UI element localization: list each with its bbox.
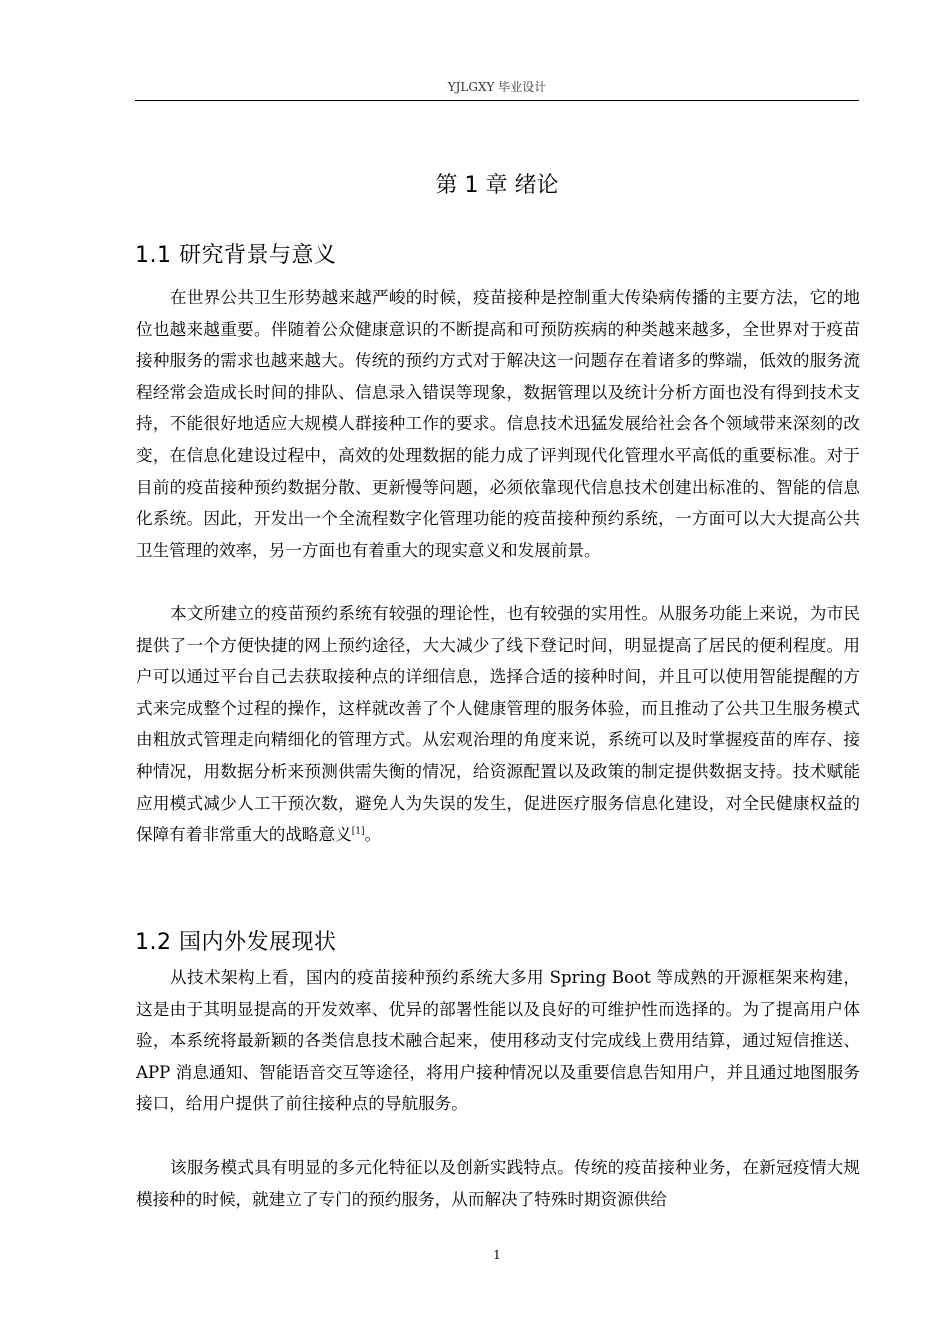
chapter-title: 第 1 章 绪论 [435, 173, 559, 198]
body-paragraph: 在世界公共卫生形势越来越严峻的时候，疫苗接种是控制重大传染病传播的主要方法，它的地位也越来越重要。伴随着公众健康意识的不断提高和可预防疾病的种类越来越多，全世界对于疫苗接种服务的需求也越来越大。传统的预约方式对于解决这一问题存在着诸多的弊端，低效的服务流程经常会造成长时间的排队、信息录入错误等现象，数据管理以及统计分析方面也没有得到技术支持，不能很好地适应大规模人群接种工作的要求。信息技术迅猛发展给社会各个领域带来深刻的改变，在信息化建设过程中，高效的处理数据的能力成了评判现代化管理水平高低的重要标准。对于目前的疫苗接种预约数据分散、更新慢等问题，必须依靠现代信息技术创建出标准的、智能的信息化系统。因此，开发出一个全流程数字化管理功能的疫苗接种预约系统，一方面可以大大提高公共卫生管理的效率，另一方面也有着重大的现实意义和发展前景。 [136, 288, 860, 560]
body-paragraph: 从技术架构上看，国内的疫苗接种预约系统大多用 Spring Boot 等成熟的开源框架来构建，这是由于其明显提高的开发效率、优异的部署性能以及良好的可维护性而选择的。为了提高用户体验，本系统将最新颖的各类信息技术融合起来，使用移动支付完成线上费用结算，通过短信推送、APP 消息通知、智能语音交互等途径，将用户接种情况以及重要信息告知用户，并且通过地图服务接口，给用户提供了前往接种点的导航服务。 [136, 968, 860, 1114]
body-paragraph [136, 598, 860, 851]
citation-reference: [1] [351, 826, 365, 837]
section-title-1-1: 1.1 研究背景与意义 [135, 243, 337, 268]
section-title-1-2: 1.2 国内外发展现状 [135, 930, 337, 955]
paragraph-tail: 。 [364, 825, 382, 845]
body-paragraph: 该服务模式具有明显的多元化特征以及创新实践特点。传统的疫苗接种业务，在新冠疫情大规模接种的时候，就建立了专门的预约服务，从而解决了特殊时期资源供给 [136, 1158, 860, 1209]
header-divider [135, 100, 859, 101]
running-header: YJLGXY 毕业设计 [447, 80, 547, 94]
page-number: 1 [493, 1248, 501, 1262]
paragraph-text: 本文所建立的疫苗预约系统有较强的理论性，也有较强的实用性。从服务功能上来说，为市民提供了一个方便快捷的网上预约途径，大大减少了线下登记时间，明显提高了居民的便利程度。用户可以通过平台自己去获取接种点的详细信息，选择合适的接种时间，并且可以使用智能提醒的方式来完成整个过程的操作，这样就改善了个人健康管理的服务体验，而且推动了公共卫生服务模式由粗放式管理走向精细化的管理方式。从宏观治理的角度来说，系统可以及时掌握疫苗的库存、接种情况，用数据分析来预测供需失衡的情况，给资源配置以及政策的制定提供数据支持。技术赋能应用模式减少人工干预次数，避免人为失误的发生，促进医疗服务信息化建设，对全民健康权益的保障有着非常重大的战略意义 [136, 604, 860, 845]
